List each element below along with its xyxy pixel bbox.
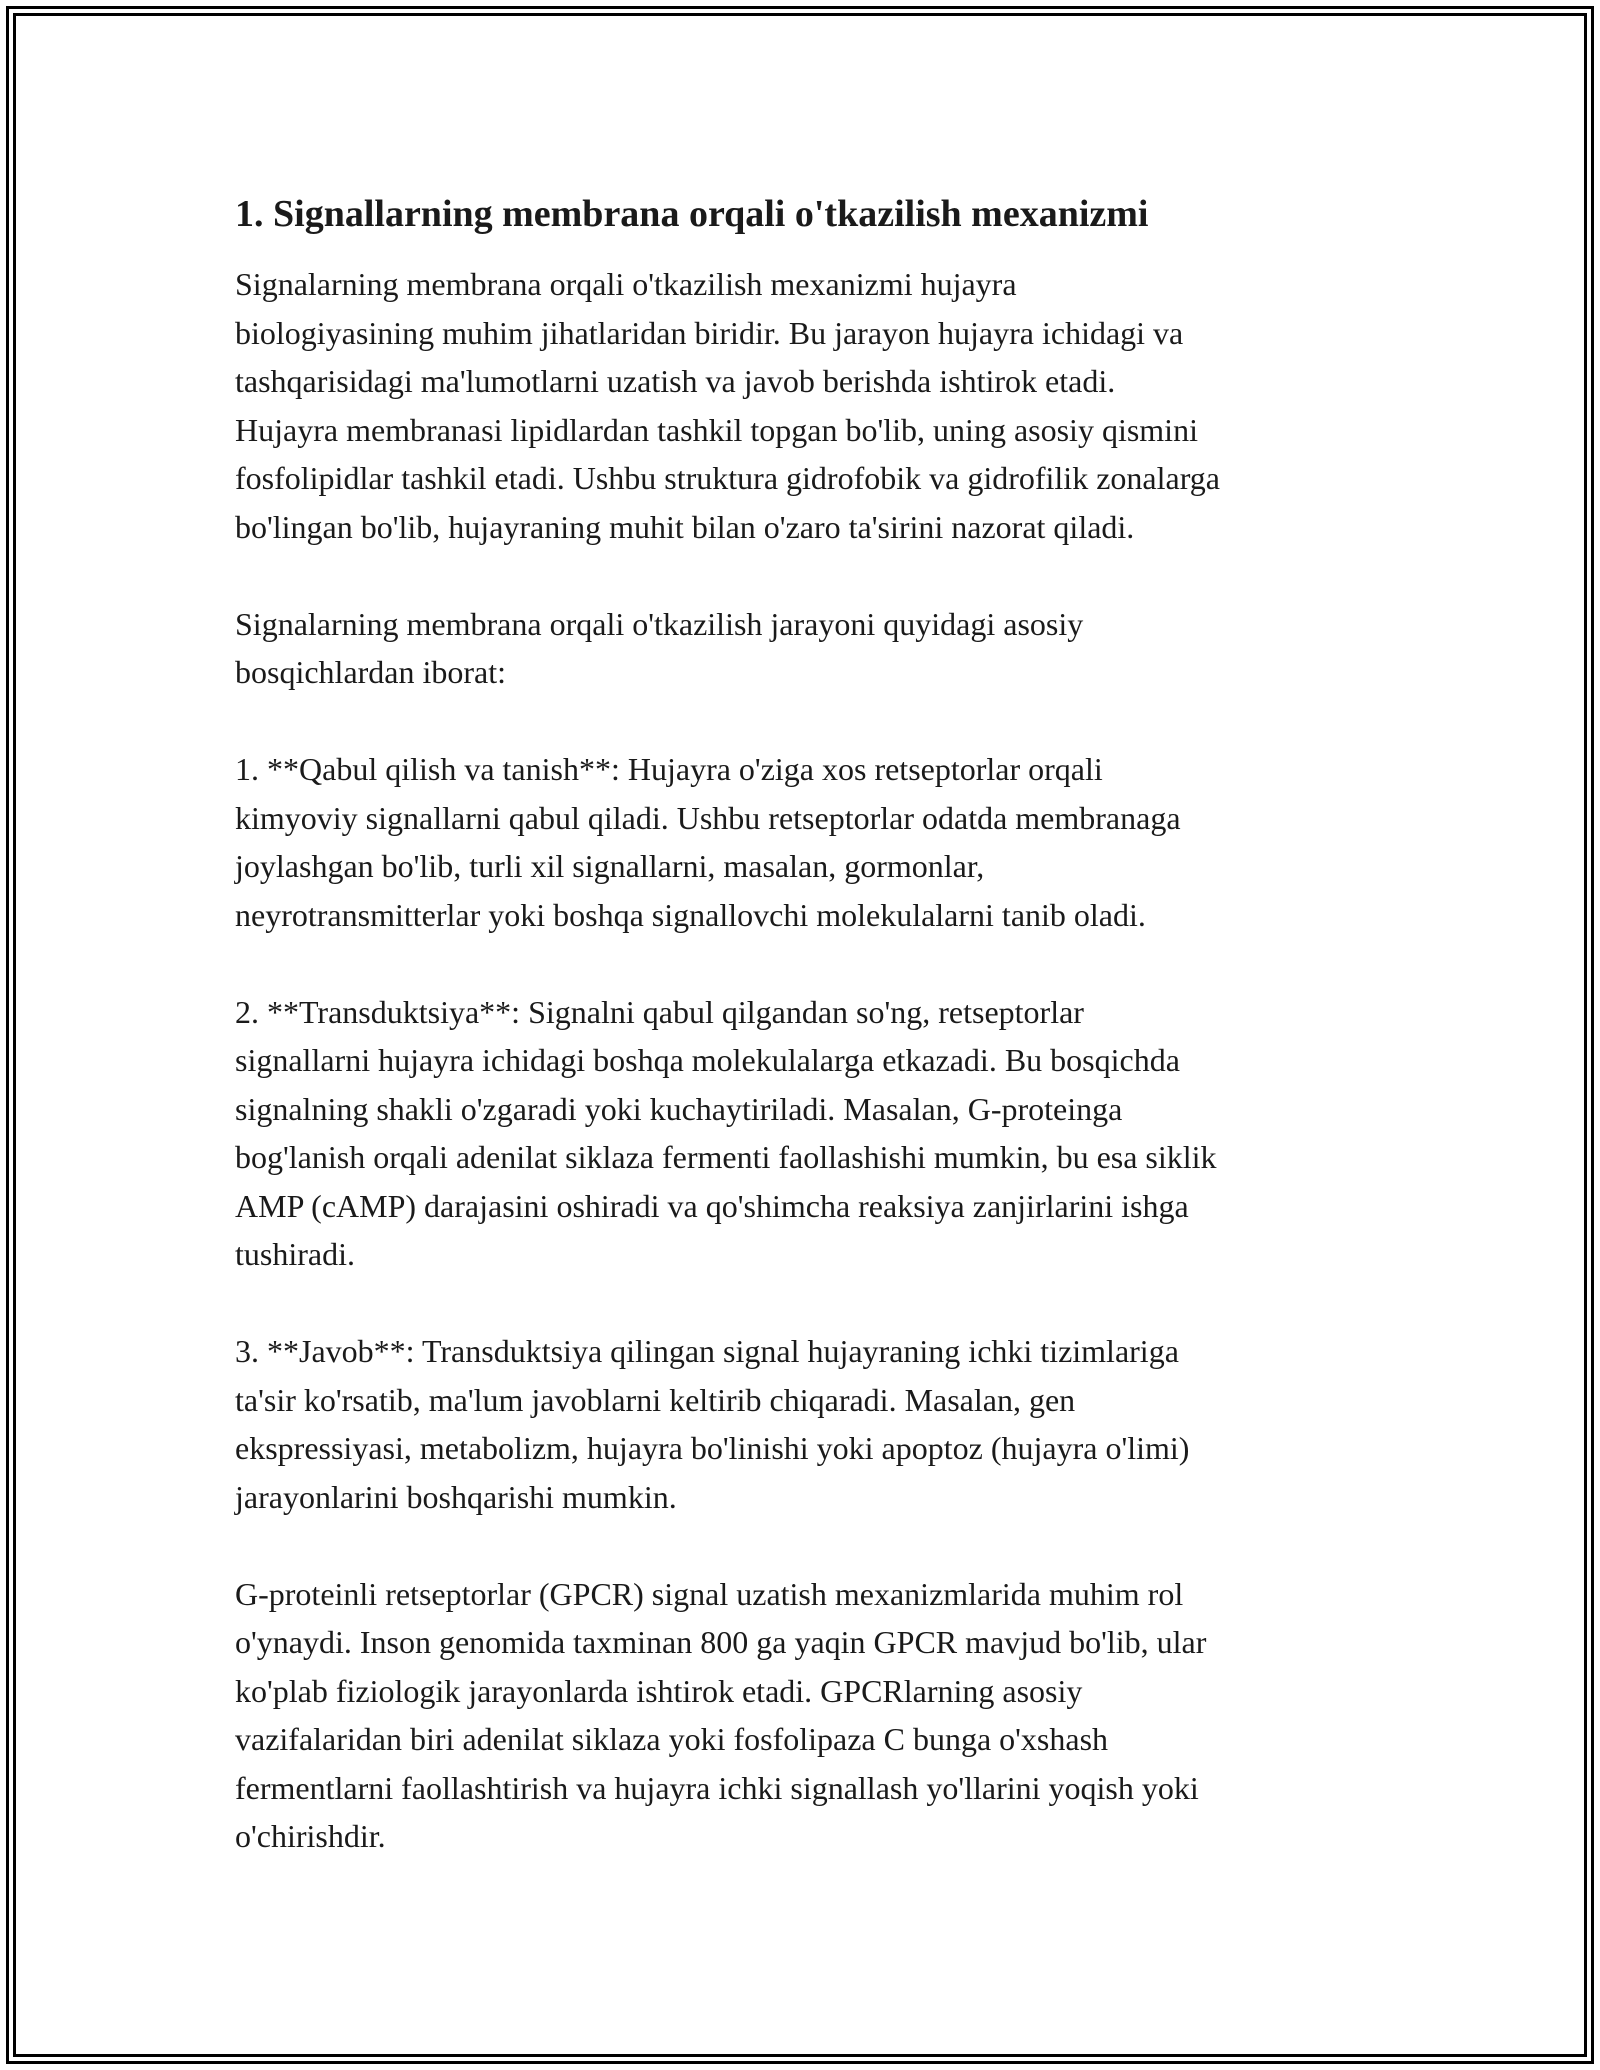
document-title: 1. Signallarning membrana orqali o'tkazilish mexanizmi: [235, 193, 1149, 235]
paragraph-gpcr: G-proteinli retseptorlar (GPCR) signal uzatish mexanizmlarida muhim rol o'ynaydi. Inson genomida taxminan 800 ga yaqin GPCR mavjud bo'lib, ular ko'plab fiziologik jarayonlarda ishtirok etadi. GPCRlarning asosiy vazifalaridan biri adenilat siklaza yoki fosfolipaza C bunga o'xshash fermentlarni faollashtirish va hujayra ichki signallash yo'llarini yoqish yoki o'chirishdir.: [235, 1575, 1207, 1854]
paragraph-step-transduction: 2. **Transduktsiya**: Signalni qabul qilgandan so'ng, retseptorlar signallarni hujayra ichidagi boshqa molekulalarga etkazadi. Bu bosqichda signalning shakli o'zgaradi yoki kuchaytiriladi. Masalan, G-proteinga bog'lanish orqali adenilat siklaza fermenti faollashishi mumkin, bu esa siklik AMP (cAMP) darajasini oshiradi va qo'shimcha reaksiya zanjirlarini ishga tushiradi.: [235, 993, 1217, 1272]
paragraph-stages-intro: Signalarning membrana orqali o'tkazilish jarayoni quyidagi asosiy bosqichlardan iborat:: [235, 605, 1084, 690]
paragraph-intro: Signalarning membrana orqali o'tkazilish mexanizmi hujayra biologiyasining muhim jihatlaridan biridir. Bu jarayon hujayra ichidagi va tashqarisidagi ma'lumotlarni uzatish va javob berishda ishtirok etadi. Hujayra membranasi lipidlardan tashkil topgan bo'lib, uning asosiy qismini fosfolipidlar tashkil etadi. Ushbu struktura gidrofobik va gidrofilik zonalarga bo'lingan bo'lib, hujayraning muhit bilan o'zaro ta'sirini nazorat qiladi.: [235, 266, 1220, 545]
paragraph-step-response: 3. **Javob**: Transduktsiya qilingan signal hujayraning ichki tizimlariga ta'sir ko'rsatib, ma'lum javoblarni keltirib chiqaradi. Masalan, gen ekspressiyasi, metabolizm, hujayra bo'linishi yoki apoptoz (hujayra o'limi) jarayonlarini boshqarishi mumkin.: [235, 1333, 1190, 1515]
paragraph-step-reception: 1. **Qabul qilish va tanish**: Hujayra o'ziga xos retseptorlar orqali kimyoviy signallarni qabul qiladi. Ushbu retseptorlar odatda membranaga joylashgan bo'lib, turli xil signallarni, masalan, gormonlar, neyrotransmitterlar yoki boshqa signallovchi molekulalarni tanib oladi.: [235, 751, 1181, 933]
document-body: [235, 186, 1370, 1909]
